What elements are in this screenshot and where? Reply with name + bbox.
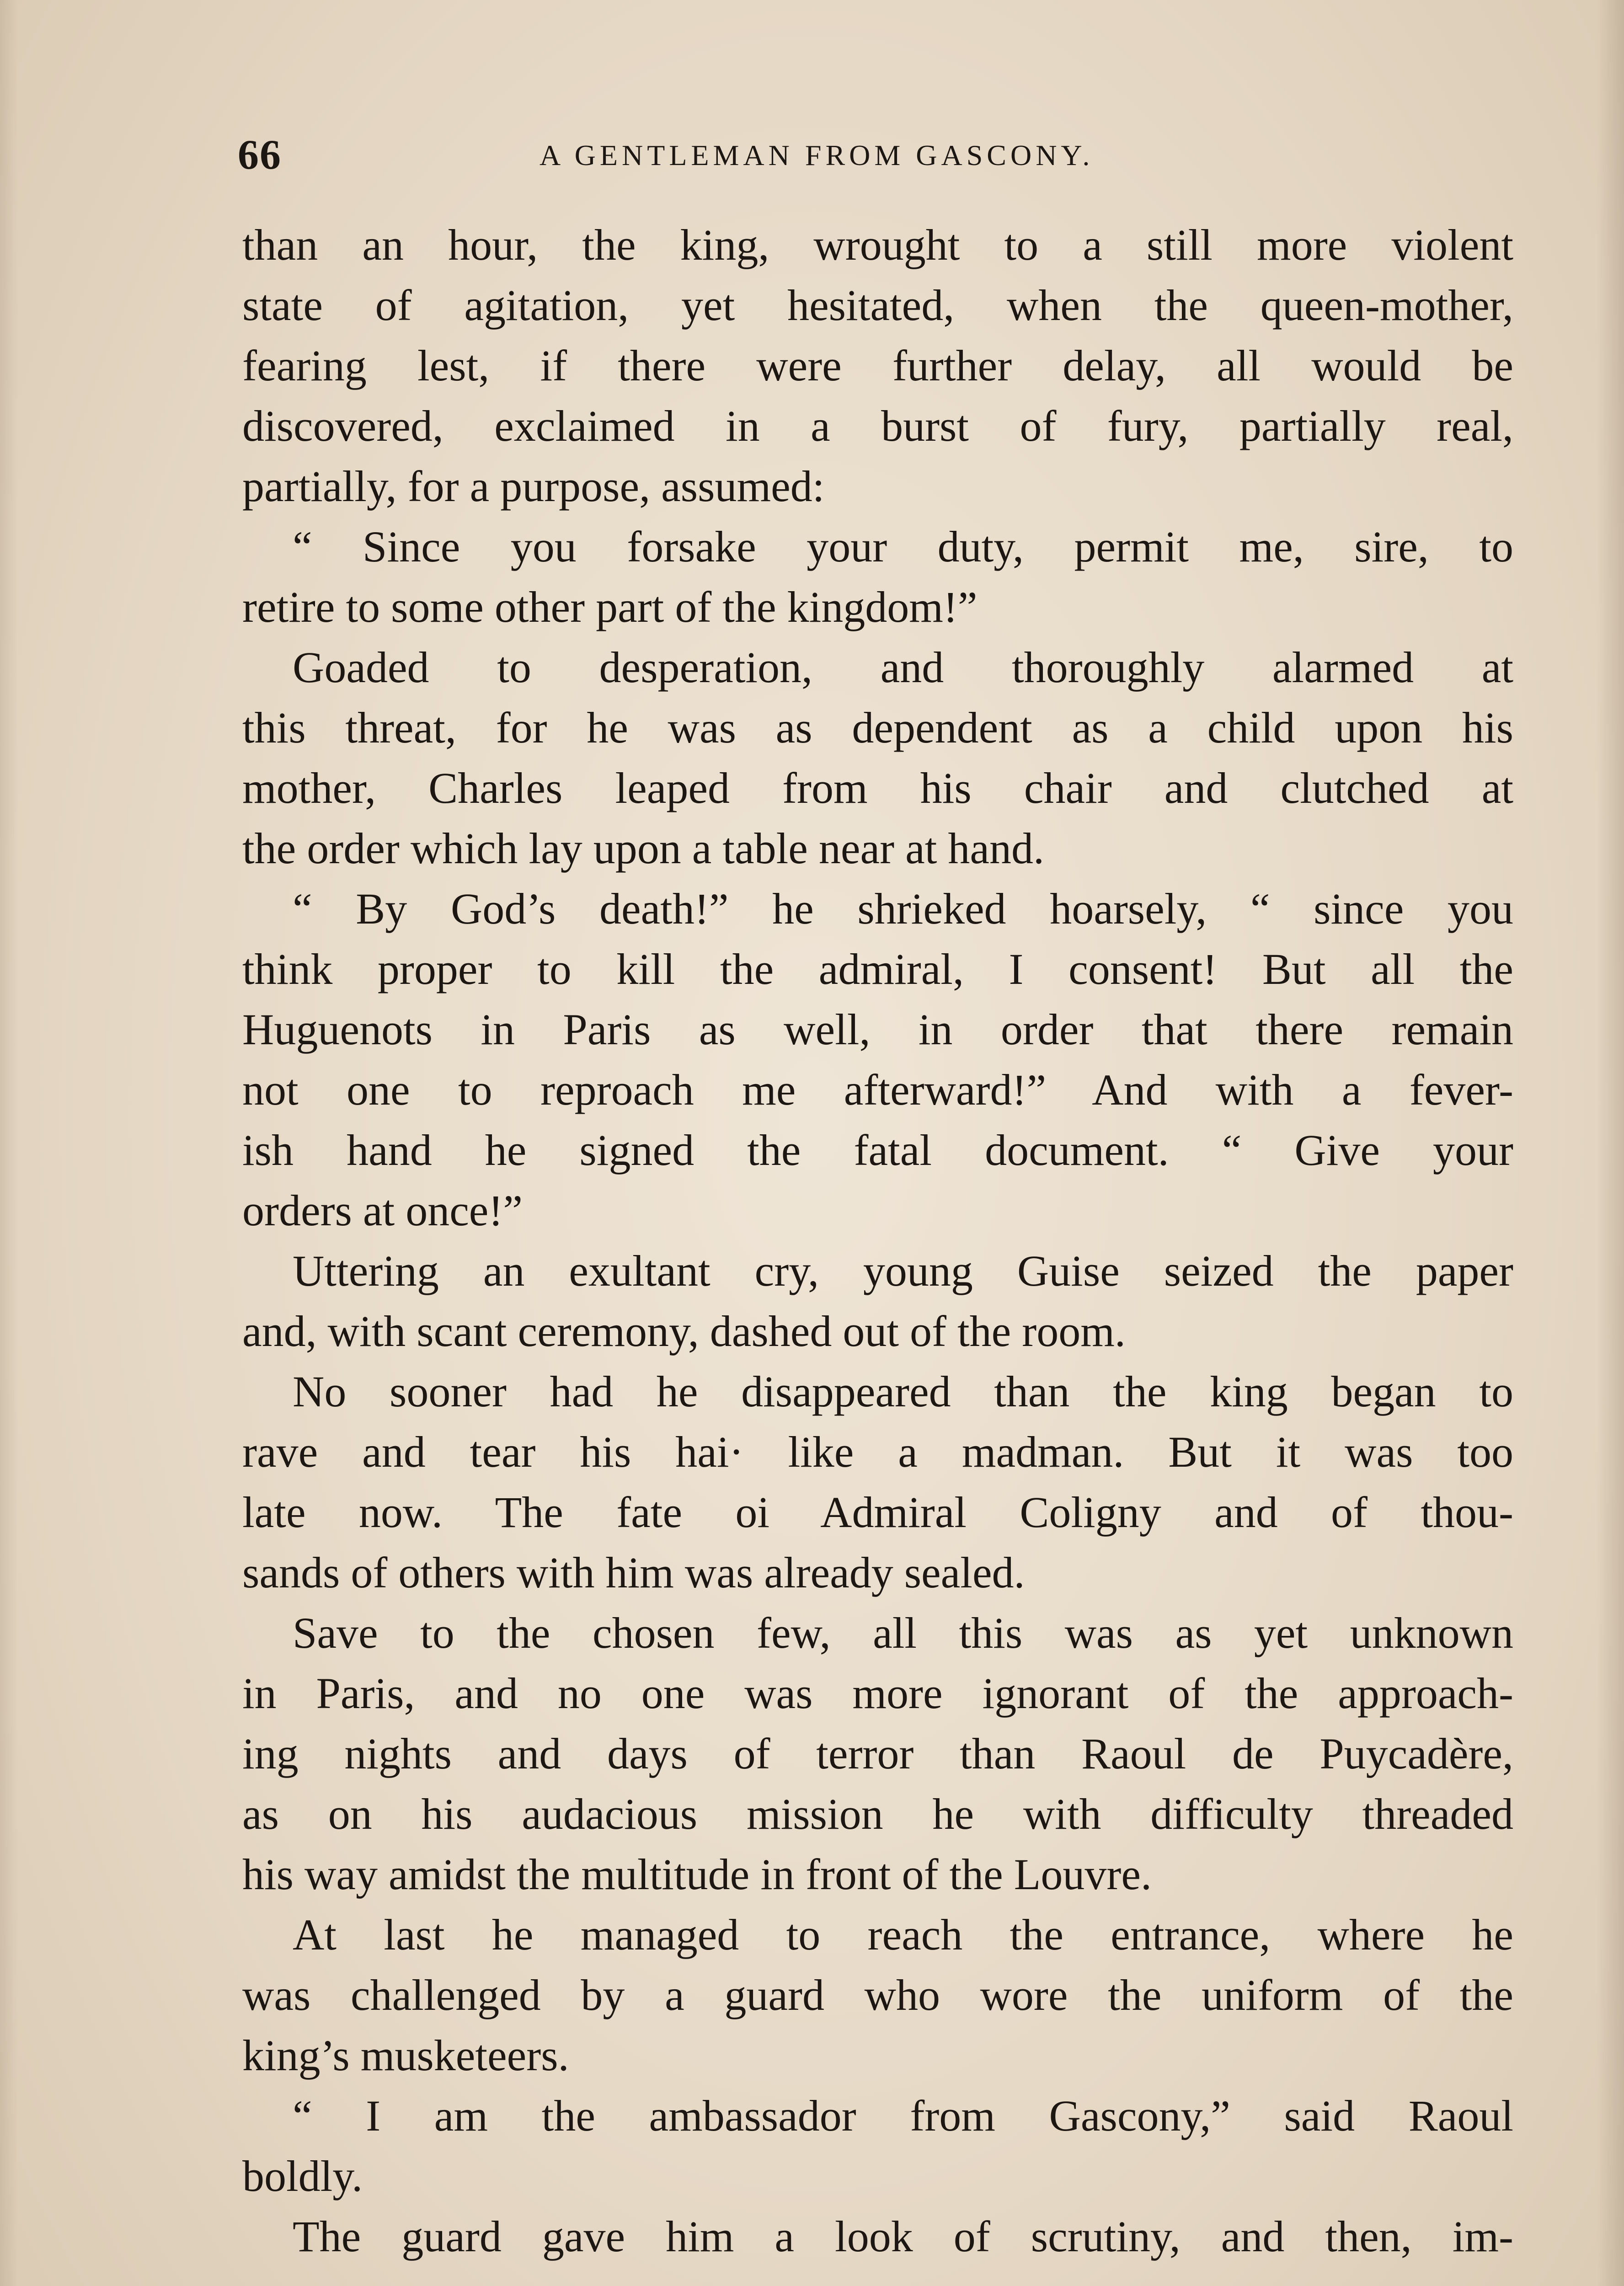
text-line: “ By God’s death!” he shrieked hoarsely, “ since you [293,884,1513,933]
running-head [238,130,1513,181]
text-line: discovered, exclaimed in a burst of fury, partially real, [242,401,1513,450]
text-line: Uttering an exultant cry, young Guise seized the paper [293,1246,1513,1295]
page-edge-shadow-left [0,0,18,2286]
text-line: was challenged by a guard who wore the uniform of the [242,1971,1513,2019]
text-line: and, with scant ceremony, dashed out of the room. [242,1307,1126,1356]
text-line: in Paris, and no one was more ignorant of the approach- [242,1669,1513,1718]
body-text [242,215,1513,2267]
text-line: Goaded to desperation, and thoroughly alarmed at [293,643,1513,692]
text-line: this threat, for he was as dependent as a child upon his [242,703,1513,752]
text-line: orders at once!” [242,1186,523,1235]
text-line: Huguenots in Paris as well, in order that there remain [242,1005,1513,1054]
page-edge-shadow-right [1597,0,1624,2286]
text-line: At last he managed to reach the entrance, where he [293,1910,1513,1959]
text-line: state of agitation, yet hesitated, when the queen-mother, [242,281,1513,330]
text-line: king’s musketeers. [242,2031,569,2080]
text-line: ing nights and days of terror than Raoul de Puycadère, [242,1729,1513,1778]
text-line: rave and tear his hai· like a madman. But it was too [242,1427,1513,1476]
text-line: as on his audacious mission he with difficulty threaded [242,1789,1513,1838]
text-line: ish hand he signed the fatal document. “ Give your [242,1126,1513,1175]
text-line: sands of others with him was already sealed. [242,1548,1025,1597]
text-line: fearing lest, if there were further delay, all would be [242,341,1513,390]
text-line: the order which lay upon a table near at hand. [242,824,1044,873]
text-line: “ Since you forsake your duty, permit me, sire, to [293,522,1513,571]
text-line: mother, Charles leaped from his chair and clutched at [242,764,1513,812]
text-line: “ I am the ambassador from Gascony,” said Raoul [293,2091,1513,2140]
page-number: 66 [238,131,282,178]
text-line: Save to the chosen few, all this was as yet unknown [293,1608,1513,1657]
text-line: The guard gave him a look of scrutiny, and then, im- [293,2212,1513,2261]
text-line: not one to reproach me afterward!” And with a fever- [242,1065,1513,1114]
text-line: No sooner had he disappeared than the king began to [293,1367,1513,1416]
text-line: boldly. [242,2152,363,2201]
text-line: think proper to kill the admiral, I consent! But all the [242,945,1513,993]
text-line: retire to some other part of the kingdom!” [242,582,978,631]
text-line: partially, for a purpose, assumed: [242,462,825,511]
text-line: his way amidst the multitude in front of the Louvre. [242,1850,1152,1899]
text-line: late now. The fate oi Admiral Coligny and of thou- [242,1488,1513,1537]
text-line: than an hour, the king, wrought to a still more violent [242,220,1513,269]
running-title: A GENTLEMAN FROM GASCONY. [540,139,1094,171]
